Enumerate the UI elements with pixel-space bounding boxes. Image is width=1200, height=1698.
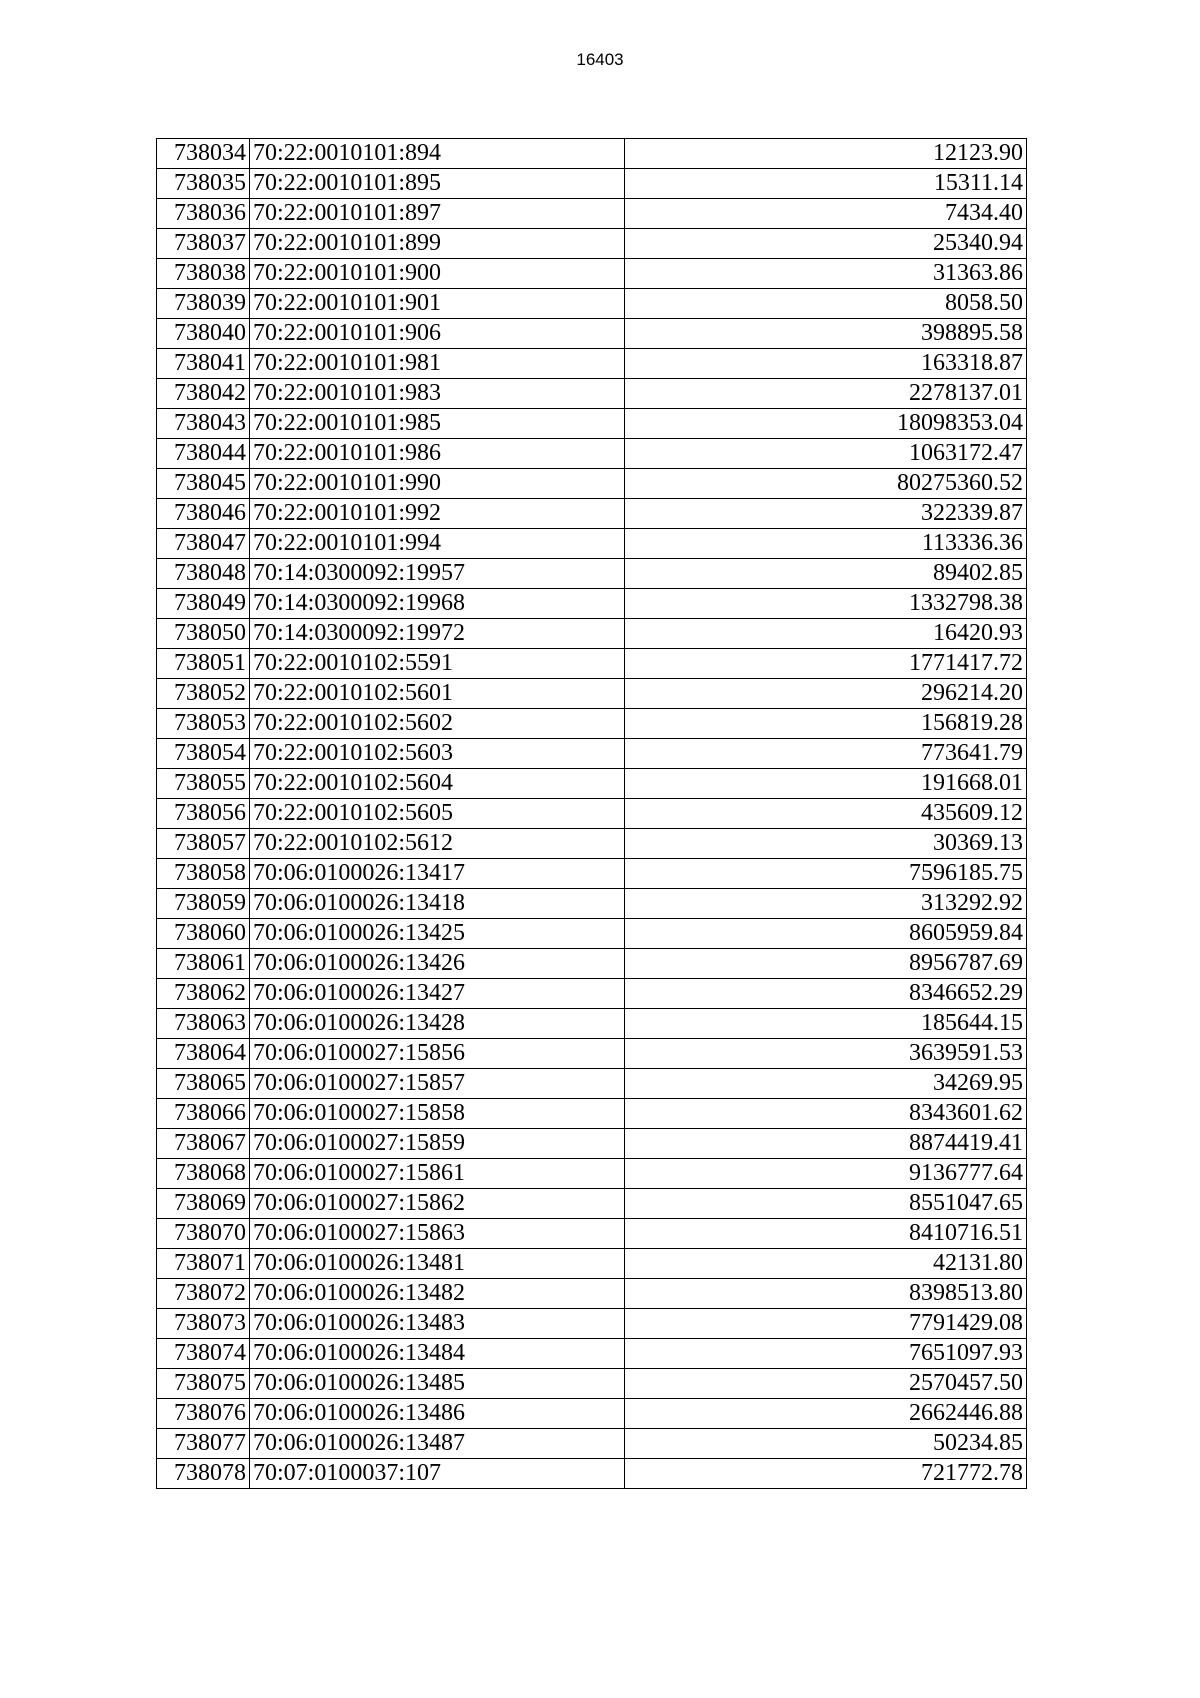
cadastral-number-cell: 70:06:0100026:13482 xyxy=(250,1279,625,1309)
row-id-cell: 738062 xyxy=(157,979,250,1009)
row-id-cell: 738049 xyxy=(157,589,250,619)
row-id-cell: 738045 xyxy=(157,469,250,499)
table-row xyxy=(157,589,1027,619)
cadastral-number-cell: 70:06:0100026:13487 xyxy=(250,1429,625,1459)
cadastral-value-cell: 2278137.01 xyxy=(625,379,1027,409)
table-row xyxy=(157,1339,1027,1369)
cadastral-value-cell: 8343601.62 xyxy=(625,1099,1027,1129)
row-id-cell: 738063 xyxy=(157,1009,250,1039)
cadastral-value-cell: 42131.80 xyxy=(625,1249,1027,1279)
cadastral-value-cell: 3639591.53 xyxy=(625,1039,1027,1069)
cadastral-value-cell: 398895.58 xyxy=(625,319,1027,349)
table-row xyxy=(157,349,1027,379)
cadastral-number-cell: 70:22:0010101:897 xyxy=(250,199,625,229)
cadastral-number-cell: 70:06:0100026:13484 xyxy=(250,1339,625,1369)
row-id-cell: 738072 xyxy=(157,1279,250,1309)
cadastral-number-cell: 70:22:0010101:901 xyxy=(250,289,625,319)
table-row xyxy=(157,1369,1027,1399)
row-id-cell: 738036 xyxy=(157,199,250,229)
row-id-cell: 738076 xyxy=(157,1399,250,1429)
table-row xyxy=(157,829,1027,859)
cadastral-number-cell: 70:22:0010101:992 xyxy=(250,499,625,529)
cadastral-value-cell: 31363.86 xyxy=(625,259,1027,289)
cadastral-number-cell: 70:22:0010101:985 xyxy=(250,409,625,439)
cadastral-value-cell: 9136777.64 xyxy=(625,1159,1027,1189)
row-id-cell: 738069 xyxy=(157,1189,250,1219)
cadastral-value-cell: 322339.87 xyxy=(625,499,1027,529)
table-row xyxy=(157,439,1027,469)
cadastral-value-cell: 7434.40 xyxy=(625,199,1027,229)
row-id-cell: 738038 xyxy=(157,259,250,289)
table-row xyxy=(157,529,1027,559)
cadastral-value-cell: 191668.01 xyxy=(625,769,1027,799)
cadastral-value-cell: 2570457.50 xyxy=(625,1369,1027,1399)
cadastral-number-cell: 70:22:0010102:5604 xyxy=(250,769,625,799)
row-id-cell: 738047 xyxy=(157,529,250,559)
cadastral-number-cell: 70:06:0100027:15861 xyxy=(250,1159,625,1189)
cadastral-number-cell: 70:22:0010102:5602 xyxy=(250,709,625,739)
row-id-cell: 738048 xyxy=(157,559,250,589)
row-id-cell: 738064 xyxy=(157,1039,250,1069)
table-row xyxy=(157,1279,1027,1309)
cadastral-number-cell: 70:22:0010101:990 xyxy=(250,469,625,499)
cadastral-number-cell: 70:14:0300092:19957 xyxy=(250,559,625,589)
cadastral-number-cell: 70:22:0010101:986 xyxy=(250,439,625,469)
cadastral-value-cell: 25340.94 xyxy=(625,229,1027,259)
cadastral-value-cell: 721772.78 xyxy=(625,1459,1027,1489)
cadastral-value-cell: 8956787.69 xyxy=(625,949,1027,979)
row-id-cell: 738051 xyxy=(157,649,250,679)
cadastral-number-cell: 70:22:0010102:5605 xyxy=(250,799,625,829)
row-id-cell: 738078 xyxy=(157,1459,250,1489)
table-row xyxy=(157,679,1027,709)
table-row xyxy=(157,259,1027,289)
table-row xyxy=(157,169,1027,199)
cadastral-number-cell: 70:22:0010102:5612 xyxy=(250,829,625,859)
cadastral-value-cell: 8346652.29 xyxy=(625,979,1027,1009)
row-id-cell: 738071 xyxy=(157,1249,250,1279)
table-row xyxy=(157,199,1027,229)
row-id-cell: 738067 xyxy=(157,1129,250,1159)
table-row xyxy=(157,1219,1027,1249)
cadastral-number-cell: 70:14:0300092:19968 xyxy=(250,589,625,619)
row-id-cell: 738046 xyxy=(157,499,250,529)
row-id-cell: 738043 xyxy=(157,409,250,439)
cadastral-value-cell: 12123.90 xyxy=(625,139,1027,169)
table-row xyxy=(157,1009,1027,1039)
cadastral-number-cell: 70:06:0100027:15862 xyxy=(250,1189,625,1219)
cadastral-value-cell: 80275360.52 xyxy=(625,469,1027,499)
row-id-cell: 738056 xyxy=(157,799,250,829)
cadastral-value-cell: 1063172.47 xyxy=(625,439,1027,469)
cadastral-value-cell: 50234.85 xyxy=(625,1429,1027,1459)
table-row xyxy=(157,1459,1027,1489)
table-row xyxy=(157,499,1027,529)
row-id-cell: 738060 xyxy=(157,919,250,949)
table-row xyxy=(157,919,1027,949)
table-body xyxy=(157,139,1027,1489)
row-id-cell: 738034 xyxy=(157,139,250,169)
cadastral-value-cell: 2662446.88 xyxy=(625,1399,1027,1429)
cadastral-value-cell: 163318.87 xyxy=(625,349,1027,379)
row-id-cell: 738075 xyxy=(157,1369,250,1399)
cadastral-number-cell: 70:06:0100027:15857 xyxy=(250,1069,625,1099)
row-id-cell: 738054 xyxy=(157,739,250,769)
cadastral-number-cell: 70:22:0010102:5591 xyxy=(250,649,625,679)
table-row xyxy=(157,739,1027,769)
table-row xyxy=(157,649,1027,679)
cadastral-value-cell: 8551047.65 xyxy=(625,1189,1027,1219)
row-id-cell: 738050 xyxy=(157,619,250,649)
row-id-cell: 738068 xyxy=(157,1159,250,1189)
cadastral-number-cell: 70:06:0100026:13417 xyxy=(250,859,625,889)
cadastral-value-cell: 8410716.51 xyxy=(625,1219,1027,1249)
cadastral-number-cell: 70:06:0100026:13483 xyxy=(250,1309,625,1339)
cadastral-value-cell: 1771417.72 xyxy=(625,649,1027,679)
table-row xyxy=(157,559,1027,589)
cadastral-number-cell: 70:06:0100027:15856 xyxy=(250,1039,625,1069)
row-id-cell: 738066 xyxy=(157,1099,250,1129)
table-row xyxy=(157,289,1027,319)
cadastral-value-cell: 7596185.75 xyxy=(625,859,1027,889)
table-row xyxy=(157,319,1027,349)
row-id-cell: 738058 xyxy=(157,859,250,889)
cadastral-value-cell: 15311.14 xyxy=(625,169,1027,199)
table-row xyxy=(157,1309,1027,1339)
row-id-cell: 738059 xyxy=(157,889,250,919)
row-id-cell: 738042 xyxy=(157,379,250,409)
cadastral-number-cell: 70:06:0100027:15859 xyxy=(250,1129,625,1159)
cadastral-number-cell: 70:22:0010101:983 xyxy=(250,379,625,409)
table-row xyxy=(157,889,1027,919)
row-id-cell: 738055 xyxy=(157,769,250,799)
row-id-cell: 738070 xyxy=(157,1219,250,1249)
cadastral-value-cell: 8605959.84 xyxy=(625,919,1027,949)
cadastral-number-cell: 70:06:0100026:13486 xyxy=(250,1399,625,1429)
row-id-cell: 738037 xyxy=(157,229,250,259)
cadastral-value-cell: 18098353.04 xyxy=(625,409,1027,439)
row-id-cell: 738074 xyxy=(157,1339,250,1369)
row-id-cell: 738052 xyxy=(157,679,250,709)
cadastral-value-cell: 8398513.80 xyxy=(625,1279,1027,1309)
page-number: 16403 xyxy=(576,50,624,69)
cadastral-value-cell: 30369.13 xyxy=(625,829,1027,859)
table-row xyxy=(157,1159,1027,1189)
table-row xyxy=(157,979,1027,1009)
table-row xyxy=(157,409,1027,439)
row-id-cell: 738039 xyxy=(157,289,250,319)
table-row xyxy=(157,1069,1027,1099)
cadastral-number-cell: 70:22:0010101:894 xyxy=(250,139,625,169)
cadastral-number-cell: 70:06:0100026:13418 xyxy=(250,889,625,919)
cadastral-value-cell: 1332798.38 xyxy=(625,589,1027,619)
cadastral-number-cell: 70:06:0100027:15858 xyxy=(250,1099,625,1129)
cadastral-value-cell: 156819.28 xyxy=(625,709,1027,739)
cadastral-value-cell: 7791429.08 xyxy=(625,1309,1027,1339)
cadastral-value-cell: 296214.20 xyxy=(625,679,1027,709)
cadastral-number-cell: 70:22:0010101:895 xyxy=(250,169,625,199)
row-id-cell: 738041 xyxy=(157,349,250,379)
table-row xyxy=(157,1399,1027,1429)
table-row xyxy=(157,1099,1027,1129)
row-id-cell: 738073 xyxy=(157,1309,250,1339)
cadastral-number-cell: 70:22:0010102:5601 xyxy=(250,679,625,709)
table-row xyxy=(157,799,1027,829)
cadastral-value-cell: 435609.12 xyxy=(625,799,1027,829)
cadastral-value-cell: 8058.50 xyxy=(625,289,1027,319)
cadastral-value-cell: 16420.93 xyxy=(625,619,1027,649)
table-row xyxy=(157,859,1027,889)
row-id-cell: 738065 xyxy=(157,1069,250,1099)
cadastral-number-cell: 70:06:0100027:15863 xyxy=(250,1219,625,1249)
cadastral-number-cell: 70:06:0100026:13485 xyxy=(250,1369,625,1399)
cadastral-value-cell: 773641.79 xyxy=(625,739,1027,769)
cadastral-number-cell: 70:06:0100026:13428 xyxy=(250,1009,625,1039)
cadastral-value-cell: 185644.15 xyxy=(625,1009,1027,1039)
cadastral-number-cell: 70:22:0010101:900 xyxy=(250,259,625,289)
table-row xyxy=(157,379,1027,409)
row-id-cell: 738077 xyxy=(157,1429,250,1459)
cadastral-number-cell: 70:07:0100037:107 xyxy=(250,1459,625,1489)
cadastral-value-cell: 113336.36 xyxy=(625,529,1027,559)
cadastral-number-cell: 70:06:0100026:13481 xyxy=(250,1249,625,1279)
table-row xyxy=(157,139,1027,169)
row-id-cell: 738057 xyxy=(157,829,250,859)
cadastral-number-cell: 70:06:0100026:13426 xyxy=(250,949,625,979)
cadastral-value-cell: 89402.85 xyxy=(625,559,1027,589)
cadastral-number-cell: 70:22:0010101:906 xyxy=(250,319,625,349)
row-id-cell: 738044 xyxy=(157,439,250,469)
table-row xyxy=(157,469,1027,499)
cadastral-number-cell: 70:22:0010101:981 xyxy=(250,349,625,379)
table-row xyxy=(157,1189,1027,1219)
table-row xyxy=(157,709,1027,739)
cadastral-number-cell: 70:22:0010101:994 xyxy=(250,529,625,559)
cadastral-number-cell: 70:22:0010101:899 xyxy=(250,229,625,259)
table-row xyxy=(157,769,1027,799)
table-row xyxy=(157,1039,1027,1069)
table-row xyxy=(157,1429,1027,1459)
cadastral-value-cell: 34269.95 xyxy=(625,1069,1027,1099)
row-id-cell: 738040 xyxy=(157,319,250,349)
row-id-cell: 738053 xyxy=(157,709,250,739)
table-row xyxy=(157,1129,1027,1159)
row-id-cell: 738061 xyxy=(157,949,250,979)
cadastral-number-cell: 70:06:0100026:13427 xyxy=(250,979,625,1009)
cadastral-value-table xyxy=(156,138,1027,1489)
table-row xyxy=(157,619,1027,649)
row-id-cell: 738035 xyxy=(157,169,250,199)
cadastral-value-cell: 313292.92 xyxy=(625,889,1027,919)
table-row xyxy=(157,229,1027,259)
cadastral-value-cell: 7651097.93 xyxy=(625,1339,1027,1369)
cadastral-number-cell: 70:14:0300092:19972 xyxy=(250,619,625,649)
cadastral-number-cell: 70:22:0010102:5603 xyxy=(250,739,625,769)
table-row xyxy=(157,949,1027,979)
cadastral-number-cell: 70:06:0100026:13425 xyxy=(250,919,625,949)
table-row xyxy=(157,1249,1027,1279)
cadastral-value-cell: 8874419.41 xyxy=(625,1129,1027,1159)
